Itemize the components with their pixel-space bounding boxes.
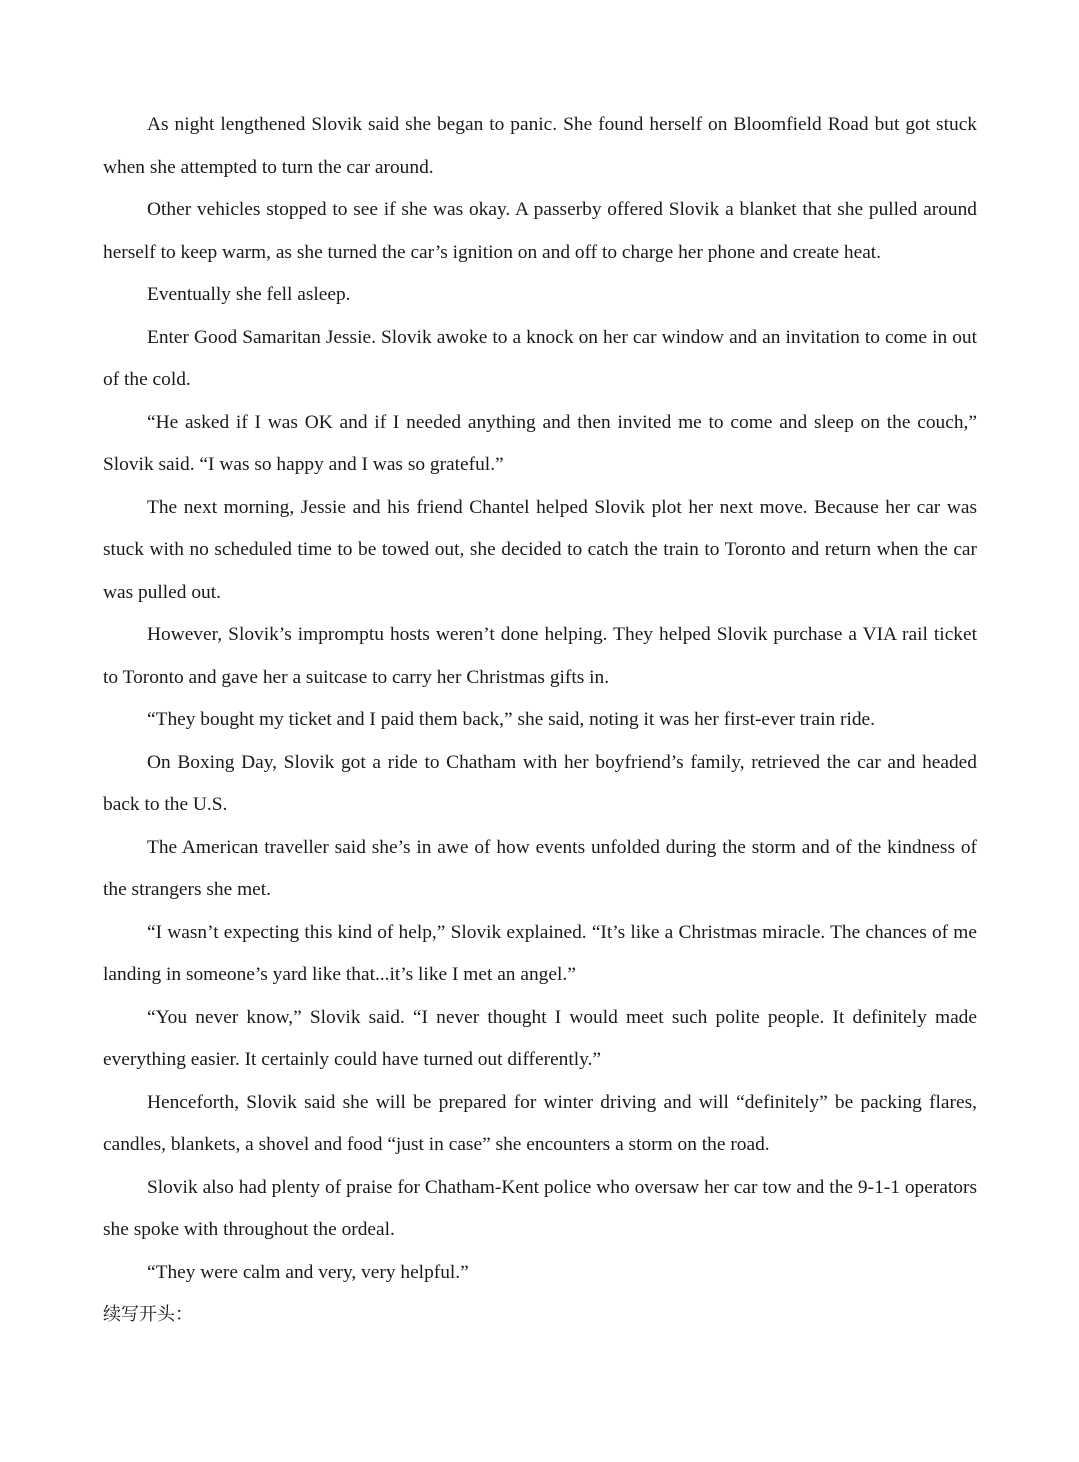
paragraph: “You never know,” Slovik said. “I never thought I would meet such polite people. It definitely made everything easier. It certainly could have turned out differently.” [103, 1006, 977, 1070]
paragraph: “They were calm and very, very helpful.” [147, 1261, 469, 1283]
paragraph: On Boxing Day, Slovik got a ride to Chatham with her boyfriend’s family, retrieved the car and headed back to the U.S. [103, 751, 977, 815]
paragraph: Other vehicles stopped to see if she was okay. A passerby offered Slovik a blanket that she pulled around herself to keep warm, as she turned the car’s ignition on and off to charge her phone and create heat. [103, 199, 977, 263]
document-page [103, 104, 977, 1337]
paragraph: Henceforth, Slovik said she will be prepared for winter driving and will “definitely” be packing flares, candles, blankets, a shovel and food “just in case” she encounters a storm on the road. [103, 1091, 977, 1155]
paragraph: Enter Good Samaritan Jessie. Slovik awoke to a knock on her car window and an invitation to come in out of the cold. [103, 326, 977, 390]
paragraph: “He asked if I was OK and if I needed anything and then invited me to come and sleep on the couch,” Slovik said. “I was so happy and I was so grateful.” [103, 411, 977, 475]
paragraph: However, Slovik’s impromptu hosts weren’t done helping. They helped Slovik purchase a VIA rail ticket to Toronto and gave her a suitcase to carry her Christmas gifts in. [103, 624, 977, 688]
paragraph: Slovik also had plenty of praise for Chatham-Kent police who oversaw her car tow and the 9-1-1 operators she spoke with throughout the ordeal. [103, 1176, 977, 1240]
continuation-heading: 续写开头： [103, 1304, 193, 1325]
paragraph: The next morning, Jessie and his friend Chantel helped Slovik plot her next move. Because her car was stuck with no scheduled time to be towed out, she decided to catch the train to Toronto and return when the car was pulled out. [103, 496, 977, 603]
paragraph: As night lengthened Slovik said she began to panic. She found herself on Bloomfield Road but got stuck when she attempted to turn the car around. [103, 114, 977, 178]
paragraph: Eventually she fell asleep. [147, 284, 351, 305]
paragraph: “They bought my ticket and I paid them back,” she said, noting it was her first-ever train ride. [147, 709, 876, 730]
paragraph: The American traveller said she’s in awe of how events unfolded during the storm and of the kindness of the strangers she met. [103, 836, 977, 900]
paragraph: “I wasn’t expecting this kind of help,” Slovik explained. “It’s like a Christmas miracle. The chances of me landing in someone’s yard like that...it’s like I met an angel.” [103, 921, 977, 985]
